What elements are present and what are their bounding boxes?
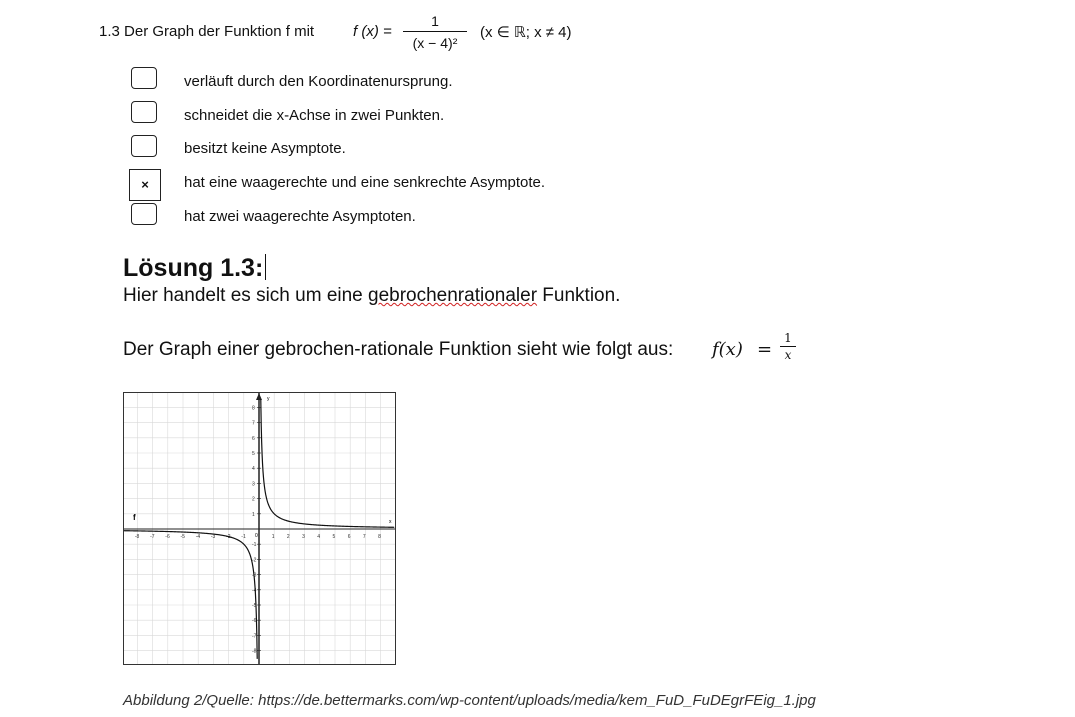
y-tick-label: -1 xyxy=(252,542,257,549)
math-denominator: x xyxy=(784,348,792,362)
fraction-bar xyxy=(403,31,467,32)
x-tick-labels xyxy=(135,534,381,540)
y-tick-label: 6 xyxy=(252,435,255,442)
formula-denominator: (x − 4)² xyxy=(412,35,458,51)
axis-label-f: f xyxy=(133,513,136,522)
formula-fx: f (x) = xyxy=(353,23,392,40)
para1-before: Hier handelt es sich um eine xyxy=(123,285,369,306)
math-fraction-bar xyxy=(780,346,796,347)
x-tick-label: -3 xyxy=(210,534,216,540)
y-tick-label: -5 xyxy=(252,603,257,609)
y-tick-label: -7 xyxy=(252,633,257,640)
y-tick-label: 5 xyxy=(252,451,255,457)
y-tick-label: -3 xyxy=(252,572,257,579)
x-tick-label: 7 xyxy=(362,534,366,540)
option-text-1: verläuft durch den Koordinatenursprung. xyxy=(184,73,453,90)
math-fx: f(x) xyxy=(712,339,743,360)
y-tick-label: -6 xyxy=(252,618,257,625)
formula-numerator: 1 xyxy=(431,13,439,29)
solution-heading-text: Lösung 1.3: xyxy=(123,254,264,282)
origin-label: 0 xyxy=(255,533,258,539)
text-cursor xyxy=(265,254,266,280)
y-tick-label: -8 xyxy=(252,648,257,655)
x-tick-label: -6 xyxy=(165,534,170,540)
y-tick-label: 3 xyxy=(252,481,255,488)
solution-paragraph-2: Der Graph einer gebrochen-rationale Funktion sieht wie folgt aus: xyxy=(123,339,674,360)
y-tick-label: 8 xyxy=(252,405,255,412)
x-tick-label: -8 xyxy=(134,534,140,540)
option-text-5: hat zwei waagerechte Asymptoten. xyxy=(184,208,416,225)
solution-heading[interactable] xyxy=(123,254,266,283)
option-text-3: besitzt keine Asymptote. xyxy=(184,140,346,157)
function-graph xyxy=(123,392,396,665)
x-tick-label: -4 xyxy=(195,534,201,540)
axis-label-x: x xyxy=(389,519,392,525)
y-tick-label: -2 xyxy=(252,557,257,564)
formula-domain: (x ∈ ℝ; x ≠ 4) xyxy=(480,24,572,41)
formula-fraction xyxy=(403,12,467,52)
misspelled-word[interactable]: gebrochenrationaler xyxy=(368,285,538,306)
y-tick-label: 7 xyxy=(252,420,255,427)
y-tick-label: -4 xyxy=(252,587,257,594)
para1-after: Funktion. xyxy=(537,285,621,306)
option-checkbox-1[interactable] xyxy=(131,67,157,89)
x-tick-label: 6 xyxy=(347,534,351,540)
x-tick-label: 3 xyxy=(302,534,305,540)
y-tick-label: 2 xyxy=(252,496,255,503)
option-checkbox-3[interactable] xyxy=(131,135,157,157)
solution-paragraph-1 xyxy=(123,285,620,307)
figure-caption: Abbildung 2/Quelle: https://de.bettermarks.com/wp-content/uploads/media/kem_FuD_FuDEgrFEig_1.jpg xyxy=(123,692,816,709)
x-tick-label: 8 xyxy=(378,534,381,540)
task-formula xyxy=(353,12,593,58)
x-tick-label: 5 xyxy=(332,534,336,540)
task-label: 1.3 Der Graph der Funktion f mit xyxy=(99,23,315,40)
x-tick-label: -2 xyxy=(226,534,231,540)
curve-branch-negative xyxy=(124,531,257,659)
x-tick-label: -1 xyxy=(241,534,246,540)
axis-label-y: y xyxy=(267,396,270,402)
option-text-4: hat eine waagerechte und eine senkrechte Asymptote. xyxy=(184,174,546,191)
y-tick-label: 1 xyxy=(252,511,255,518)
x-tick-label: 2 xyxy=(286,534,290,540)
graph-svg xyxy=(124,393,395,664)
option-checkbox-2[interactable] xyxy=(131,101,157,123)
option-checkbox-5[interactable] xyxy=(131,203,157,225)
option-checkbox-4[interactable] xyxy=(129,169,161,201)
math-fraction xyxy=(780,331,796,362)
option-text-2: schneidet die x-Achse in zwei Punkten. xyxy=(184,107,445,124)
x-tick-label: -5 xyxy=(180,534,185,540)
y-axis-arrow-icon xyxy=(256,393,262,400)
y-tick-label: 4 xyxy=(252,466,255,473)
math-equals: = xyxy=(757,339,773,360)
check-mark-icon: × xyxy=(141,177,149,192)
x-tick-label: -7 xyxy=(150,534,155,540)
curve-branch-positive xyxy=(261,399,395,527)
math-numerator: 1 xyxy=(784,331,792,345)
x-tick-label: 1 xyxy=(271,534,275,540)
x-tick-label: 4 xyxy=(317,534,321,540)
